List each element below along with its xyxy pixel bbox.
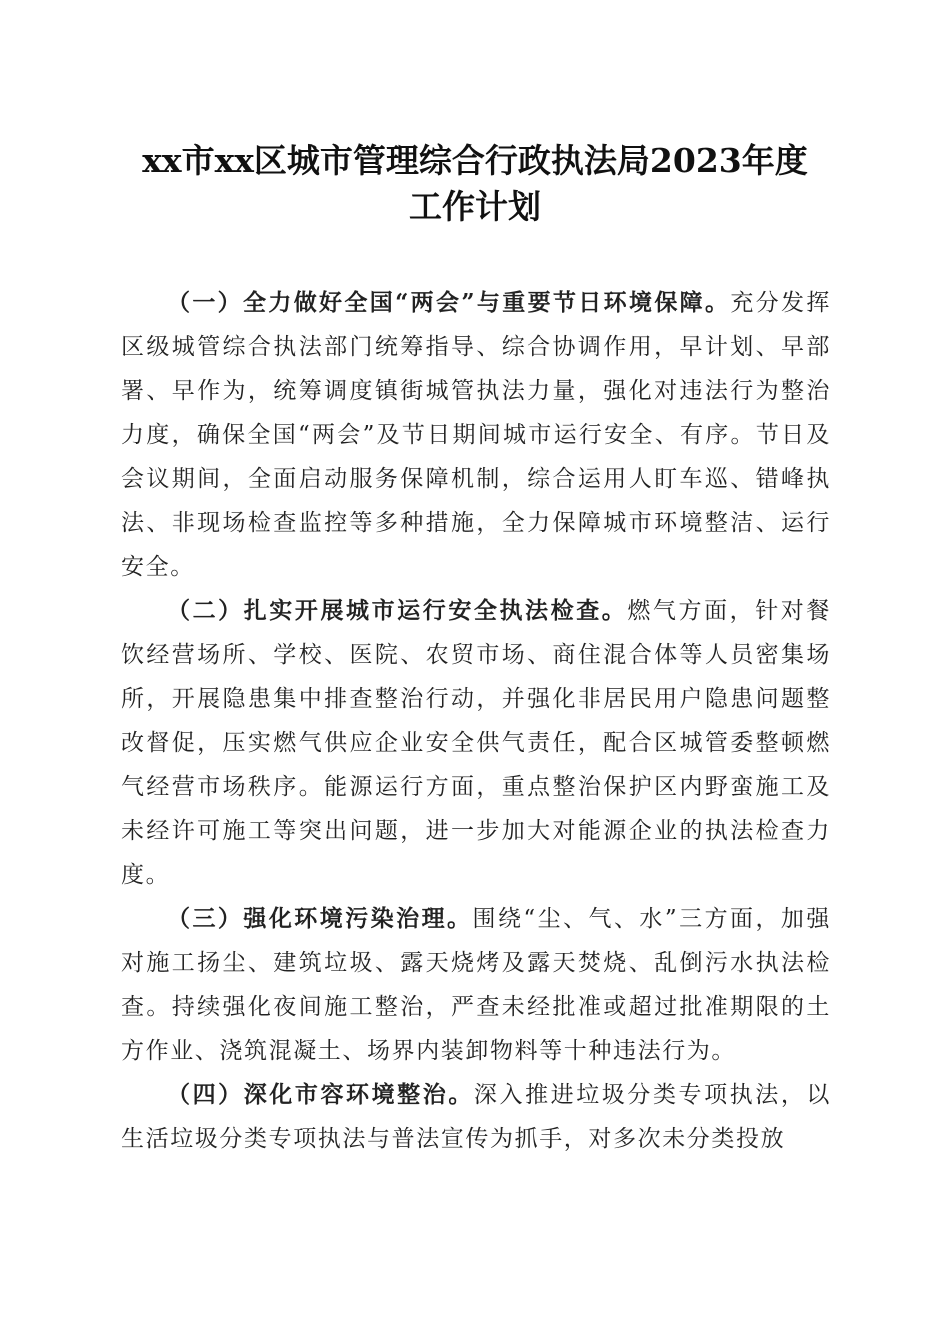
paragraph-text: 充分发挥区级城管综合执法部门统筹指导、综合协调作用，早计划、早部署、早作为，统筹调度镇街城管执法力量，强化对违法行为整治力度，确保全国“两会”及节日期间城市运行安全、有序。节日及会议期间，全面启动服务保障机制，综合运用人盯车巡、错峰执法、非现场检查监控等多种措施，全力保障城市环境整洁、运行安全。 xyxy=(121,290,831,580)
paragraph-heading: （二）扎实开展城市运行安全执法检查。 xyxy=(167,597,628,624)
document-body xyxy=(121,281,831,1161)
paragraph-text: 燃气方面，针对餐饮经营场所、学校、医院、农贸市场、商住混合体等人员密集场所，开展隐患集中排查整治行动，并强化非居民用户隐患问题整改督促，压实燃气供应企业安全供气责任，配合区城管委整顿燃气经营市场秩序。能源运行方面，重点整治保护区内野蛮施工及未经许可施工等突出问题，进一步加大对能源企业的执法检查力度。 xyxy=(121,598,831,888)
paragraph-heading: （四）深化市容环境整治。 xyxy=(167,1081,474,1108)
paragraph-4 xyxy=(121,1073,831,1161)
paragraph-text: 围绕“尘、气、水”三方面，加强对施工扬尘、建筑垃圾、露天烧烤及露天焚烧、乱倒污水执法检查。持续强化夜间施工整治，严查未经批准或超过批准期限的土方作业、浇筑混凝土、场界内装卸物料等十种违法行为。 xyxy=(121,906,831,1064)
paragraph-2 xyxy=(121,589,831,897)
document-title xyxy=(0,138,950,230)
paragraph-heading: （三）强化环境污染治理。 xyxy=(167,905,473,932)
title-line-1: xx市xx区城市管理综合行政执法局2023年度 xyxy=(142,141,808,180)
paragraph-3 xyxy=(121,897,831,1073)
paragraph-1 xyxy=(121,281,831,589)
paragraph-text: 深入推进垃圾分类专项执法，以生活垃圾分类专项执法与普法宣传为抓手，对多次未分类投放 xyxy=(121,1082,832,1152)
paragraph-heading: （一）全力做好全国“两会”与重要节日环境保障。 xyxy=(167,289,731,316)
title-line-2: 工作计划 xyxy=(409,187,541,226)
